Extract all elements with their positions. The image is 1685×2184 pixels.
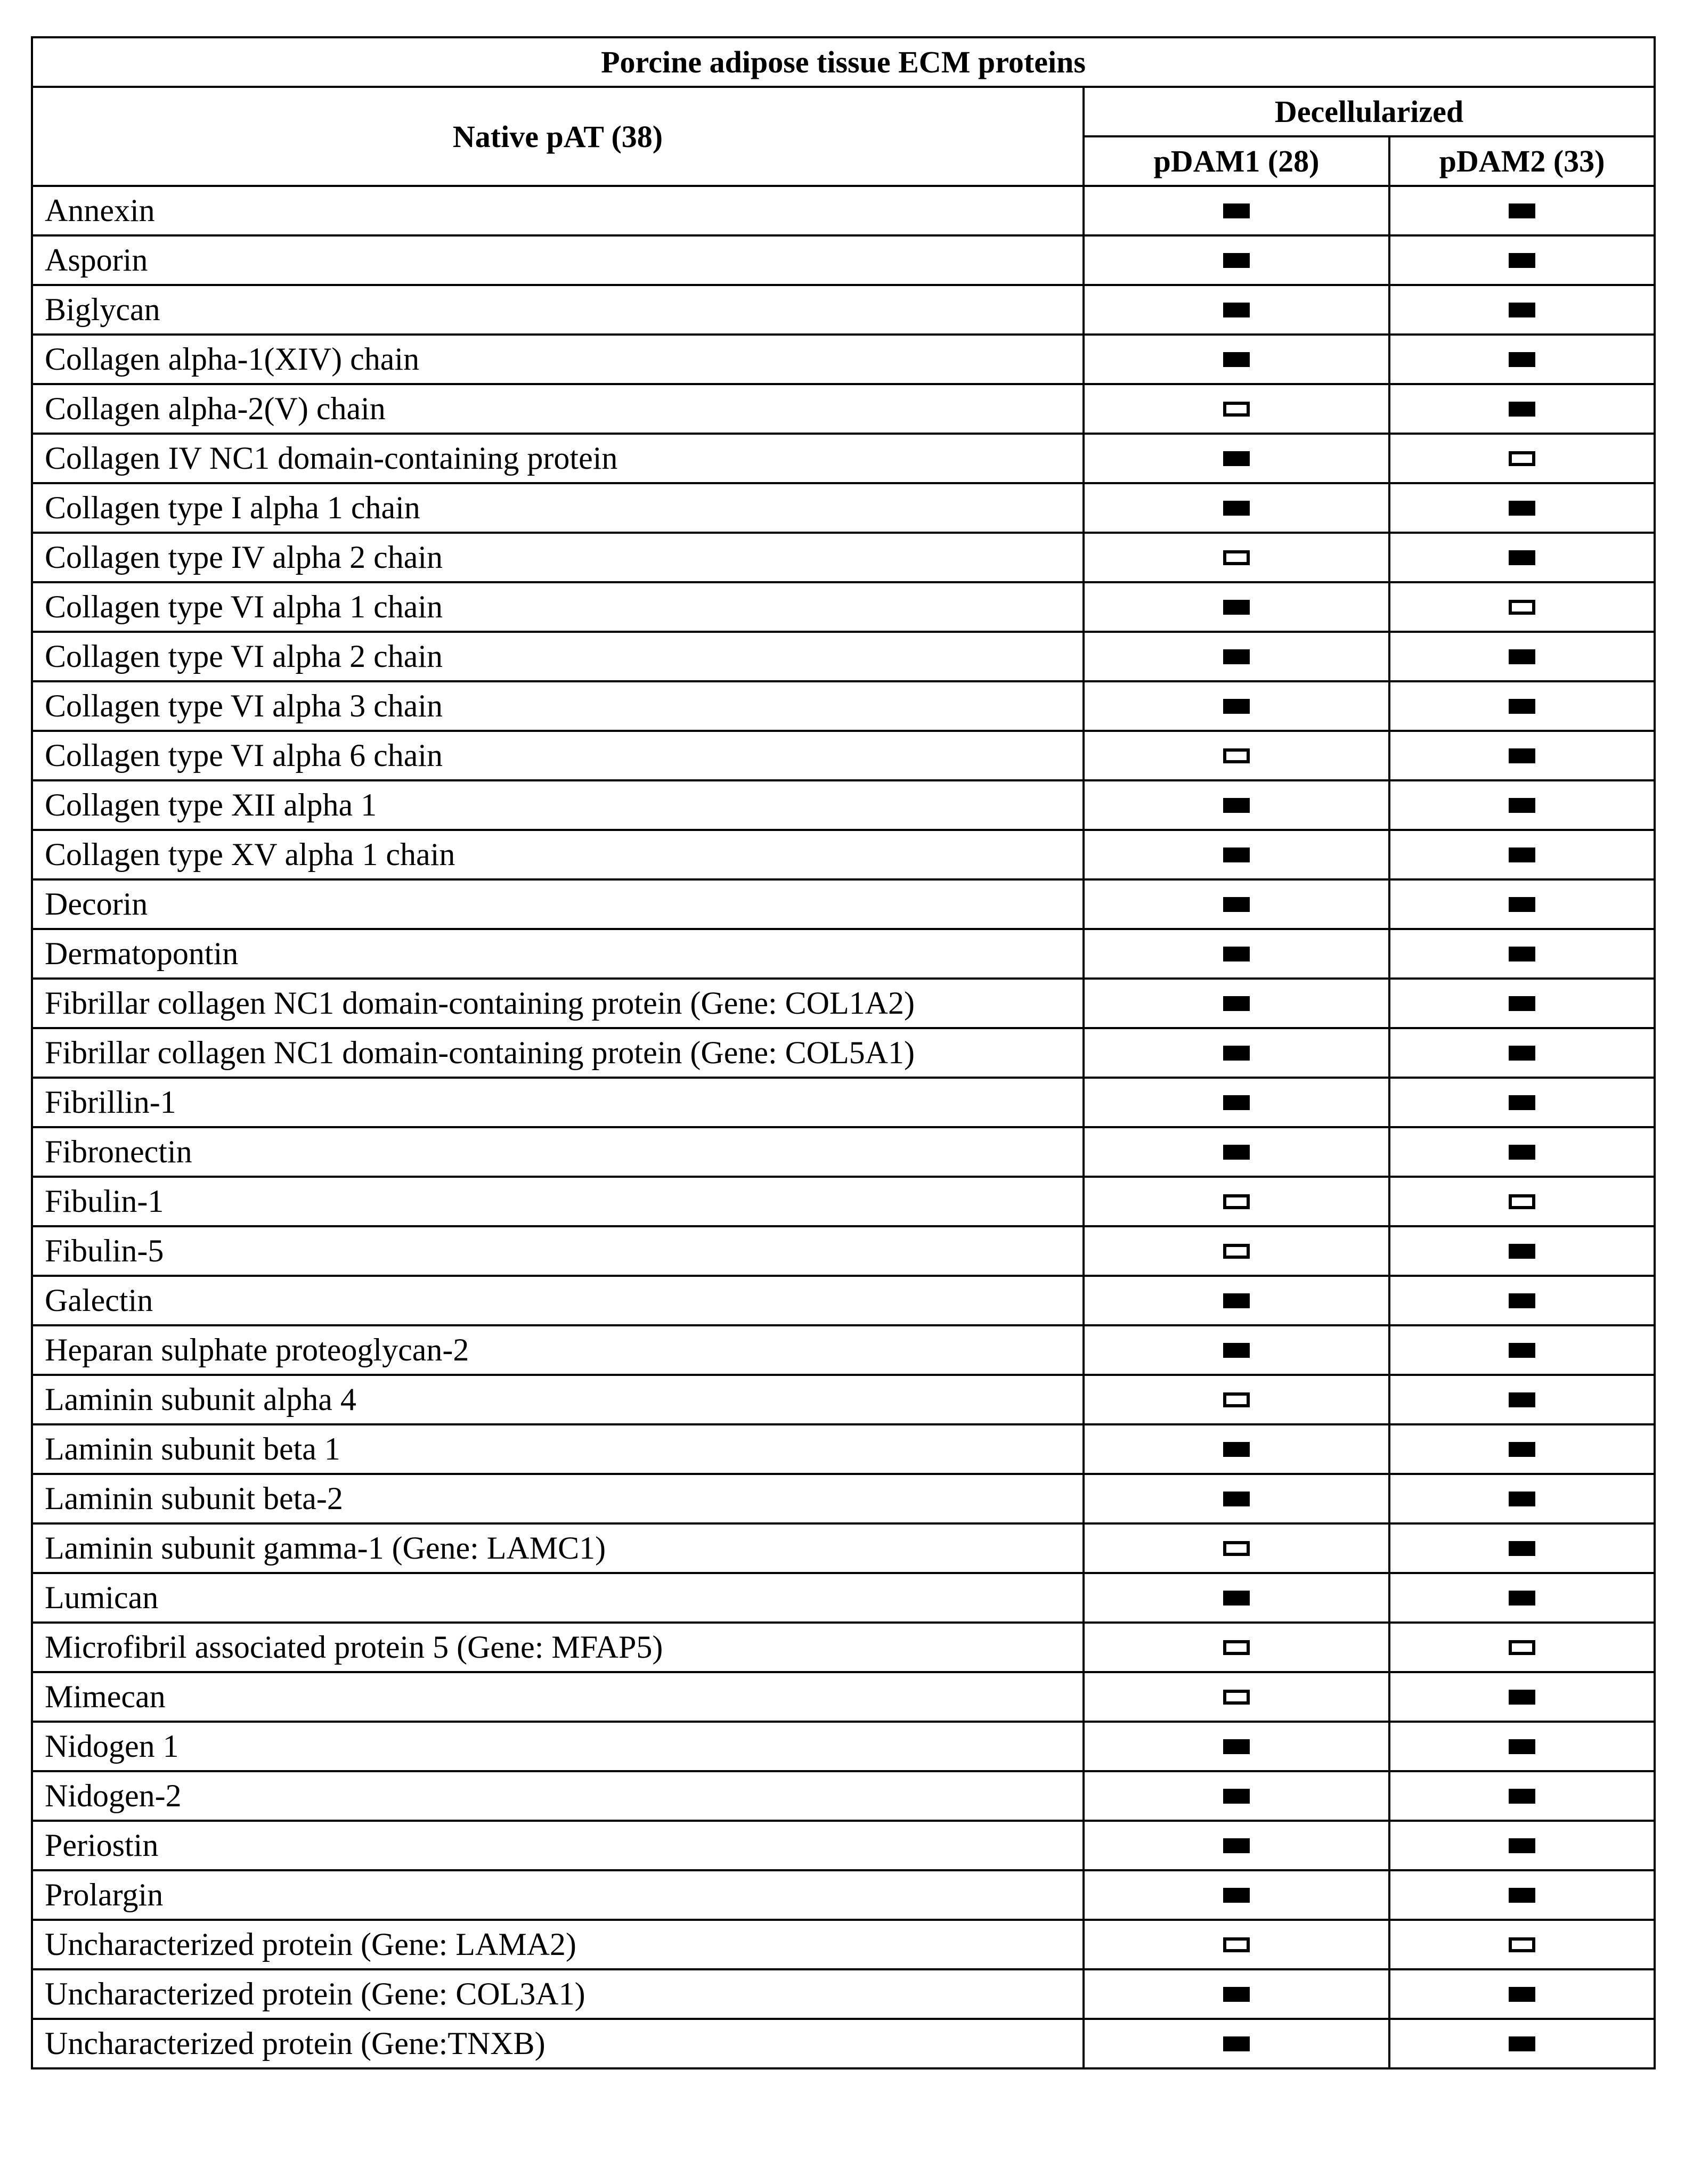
- filled-box-icon: [1223, 253, 1250, 268]
- filled-box-icon: [1223, 847, 1250, 862]
- pdam1-cell: [1084, 285, 1389, 335]
- open-box-icon: [1223, 1690, 1250, 1705]
- pdam1-cell: [1084, 1127, 1389, 1177]
- filled-box-icon: [1223, 501, 1250, 516]
- pdam2-cell: [1389, 979, 1655, 1028]
- pdam2-cell: [1389, 285, 1655, 335]
- filled-box-icon: [1509, 947, 1535, 961]
- pdam1-cell: [1084, 929, 1389, 979]
- pdam1-cell: [1084, 1276, 1389, 1325]
- filled-box-icon: [1223, 1095, 1250, 1110]
- filled-box-icon: [1223, 1789, 1250, 1804]
- pdam2-cell: [1389, 2019, 1655, 2068]
- table-row: [32, 1375, 1655, 1424]
- protein-name: Uncharacterized protein (Gene: COL3A1): [32, 1969, 1084, 2019]
- table-row: [32, 1920, 1655, 1969]
- open-box-icon: [1509, 1640, 1535, 1655]
- filled-box-icon: [1509, 748, 1535, 763]
- filled-box-icon: [1223, 996, 1250, 1011]
- filled-box-icon: [1223, 1046, 1250, 1061]
- table-row: [32, 1474, 1655, 1523]
- protein-name: Prolargin: [32, 1870, 1084, 1920]
- protein-name: Microfibril associated protein 5 (Gene: MFAP5): [32, 1623, 1084, 1672]
- pdam1-cell: [1084, 434, 1389, 483]
- table-row: [32, 1325, 1655, 1375]
- table-row: [32, 1573, 1655, 1623]
- pdam1-cell: [1084, 533, 1389, 582]
- pdam1-cell: [1084, 335, 1389, 384]
- table-row: [32, 979, 1655, 1028]
- filled-box-icon: [1223, 1838, 1250, 1853]
- table-row: [32, 780, 1655, 830]
- filled-box-icon: [1509, 501, 1535, 516]
- decellularized-header: Decellularized: [1084, 87, 1655, 136]
- pdam2-cell: [1389, 731, 1655, 780]
- open-box-icon: [1509, 600, 1535, 615]
- pdam2-cell: [1389, 582, 1655, 632]
- protein-name: Collagen type VI alpha 2 chain: [32, 632, 1084, 681]
- pdam1-cell: [1084, 1177, 1389, 1226]
- table-row: [32, 731, 1655, 780]
- ecm-protein-table: [31, 36, 1656, 2069]
- pdam1-cell: [1084, 384, 1389, 434]
- protein-name: Nidogen 1: [32, 1722, 1084, 1771]
- open-box-icon: [1509, 451, 1535, 466]
- filled-box-icon: [1223, 1888, 1250, 1903]
- table-row: [32, 681, 1655, 731]
- filled-box-icon: [1509, 1987, 1535, 2002]
- filled-box-icon: [1509, 203, 1535, 218]
- filled-box-icon: [1223, 2036, 1250, 2051]
- protein-name: Nidogen-2: [32, 1771, 1084, 1821]
- table-row: [32, 1424, 1655, 1474]
- pdam1-cell: [1084, 632, 1389, 681]
- filled-box-icon: [1509, 699, 1535, 714]
- pdam2-cell: [1389, 1623, 1655, 1672]
- filled-box-icon: [1509, 402, 1535, 417]
- table-row: [32, 1523, 1655, 1573]
- protein-name: Collagen type XII alpha 1: [32, 780, 1084, 830]
- filled-box-icon: [1509, 1046, 1535, 1061]
- filled-box-icon: [1223, 1343, 1250, 1358]
- table-row: [32, 1870, 1655, 1920]
- filled-box-icon: [1509, 649, 1535, 664]
- open-box-icon: [1509, 1937, 1535, 1952]
- pdam2-cell: [1389, 483, 1655, 533]
- pdam1-cell: [1084, 1870, 1389, 1920]
- pdam1-cell: [1084, 582, 1389, 632]
- table-row: [32, 1969, 1655, 2019]
- filled-box-icon: [1509, 1591, 1535, 1606]
- pdam1-cell: [1084, 780, 1389, 830]
- open-box-icon: [1223, 550, 1250, 565]
- table-row: [32, 186, 1655, 235]
- pdam2-cell: [1389, 384, 1655, 434]
- open-box-icon: [1223, 1194, 1250, 1209]
- native-pat-header: Native pAT (38): [32, 87, 1084, 186]
- table-row: [32, 2019, 1655, 2068]
- pdam1-cell: [1084, 1375, 1389, 1424]
- pdam1-cell: [1084, 1226, 1389, 1276]
- pdam1-cell: [1084, 830, 1389, 879]
- pdam2-cell: [1389, 434, 1655, 483]
- pdam2-cell: [1389, 1028, 1655, 1078]
- filled-box-icon: [1509, 1838, 1535, 1853]
- table-row: [32, 929, 1655, 979]
- filled-box-icon: [1509, 1145, 1535, 1160]
- filled-box-icon: [1509, 1392, 1535, 1407]
- pdam2-cell: [1389, 235, 1655, 285]
- pdam1-cell: [1084, 483, 1389, 533]
- pdam1-cell: [1084, 1523, 1389, 1573]
- protein-name: Fibrillin-1: [32, 1078, 1084, 1127]
- pdam2-cell: [1389, 1722, 1655, 1771]
- protein-name: Collagen alpha-1(XIV) chain: [32, 335, 1084, 384]
- pdam1-cell: [1084, 1474, 1389, 1523]
- protein-name: Fibronectin: [32, 1127, 1084, 1177]
- filled-box-icon: [1223, 451, 1250, 466]
- filled-box-icon: [1509, 352, 1535, 367]
- table-row: [32, 384, 1655, 434]
- protein-name: Mimecan: [32, 1672, 1084, 1722]
- table-row: [32, 1127, 1655, 1177]
- pdam2-cell: [1389, 1672, 1655, 1722]
- pdam1-cell: [1084, 186, 1389, 235]
- filled-box-icon: [1223, 699, 1250, 714]
- pdam2-header: pDAM2 (33): [1389, 136, 1655, 186]
- pdam2-cell: [1389, 1127, 1655, 1177]
- protein-name: Laminin subunit beta-2: [32, 1474, 1084, 1523]
- pdam2-cell: [1389, 1870, 1655, 1920]
- filled-box-icon: [1509, 996, 1535, 1011]
- pdam1-cell: [1084, 1672, 1389, 1722]
- filled-box-icon: [1223, 1987, 1250, 2002]
- table-row: [32, 434, 1655, 483]
- protein-name: Annexin: [32, 186, 1084, 235]
- protein-name: Collagen type VI alpha 1 chain: [32, 582, 1084, 632]
- table-row: [32, 1623, 1655, 1672]
- protein-name: Laminin subunit alpha 4: [32, 1375, 1084, 1424]
- table-row: [32, 1672, 1655, 1722]
- pdam2-cell: [1389, 1969, 1655, 2019]
- filled-box-icon: [1509, 1442, 1535, 1457]
- pdam2-cell: [1389, 1078, 1655, 1127]
- table-title: Porcine adipose tissue ECM proteins: [32, 37, 1655, 87]
- pdam2-cell: [1389, 533, 1655, 582]
- pdam1-cell: [1084, 1722, 1389, 1771]
- protein-name: Decorin: [32, 879, 1084, 929]
- pdam1-cell: [1084, 235, 1389, 285]
- filled-box-icon: [1223, 947, 1250, 961]
- open-box-icon: [1223, 1392, 1250, 1407]
- pdam2-cell: [1389, 1226, 1655, 1276]
- pdam2-cell: [1389, 1424, 1655, 1474]
- protein-name: Fibrillar collagen NC1 domain-containing protein (Gene: COL1A2): [32, 979, 1084, 1028]
- filled-box-icon: [1509, 1541, 1535, 1556]
- table-row: [32, 632, 1655, 681]
- protein-name: Collagen type IV alpha 2 chain: [32, 533, 1084, 582]
- pdam2-cell: [1389, 830, 1655, 879]
- filled-box-icon: [1509, 1343, 1535, 1358]
- filled-box-icon: [1509, 303, 1535, 317]
- table-row: [32, 582, 1655, 632]
- open-box-icon: [1509, 1194, 1535, 1209]
- filled-box-icon: [1509, 1888, 1535, 1903]
- filled-box-icon: [1223, 649, 1250, 664]
- protein-name: Fibulin-5: [32, 1226, 1084, 1276]
- filled-box-icon: [1509, 1739, 1535, 1754]
- pdam1-cell: [1084, 1821, 1389, 1870]
- pdam2-cell: [1389, 681, 1655, 731]
- filled-box-icon: [1223, 1145, 1250, 1160]
- pdam2-cell: [1389, 1325, 1655, 1375]
- protein-name: Collagen type VI alpha 6 chain: [32, 731, 1084, 780]
- filled-box-icon: [1509, 1492, 1535, 1506]
- pdam2-cell: [1389, 1177, 1655, 1226]
- table-row: [32, 1177, 1655, 1226]
- table-row: [32, 285, 1655, 335]
- table-row: [32, 1722, 1655, 1771]
- protein-name: Uncharacterized protein (Gene:TNXB): [32, 2019, 1084, 2068]
- pdam2-cell: [1389, 780, 1655, 830]
- pdam1-cell: [1084, 1969, 1389, 2019]
- table-row: [32, 533, 1655, 582]
- pdam2-cell: [1389, 929, 1655, 979]
- open-box-icon: [1223, 748, 1250, 763]
- pdam2-cell: [1389, 1920, 1655, 1969]
- table-body: [32, 186, 1655, 2068]
- table-row: [32, 335, 1655, 384]
- open-box-icon: [1223, 1640, 1250, 1655]
- protein-name: Collagen type VI alpha 3 chain: [32, 681, 1084, 731]
- protein-name: Fibrillar collagen NC1 domain-containing protein (Gene: COL5A1): [32, 1028, 1084, 1078]
- pdam1-cell: [1084, 1623, 1389, 1672]
- table-row: [32, 1821, 1655, 1870]
- open-box-icon: [1223, 1541, 1250, 1556]
- open-box-icon: [1223, 1937, 1250, 1952]
- filled-box-icon: [1509, 253, 1535, 268]
- pdam1-cell: [1084, 1920, 1389, 1969]
- pdam1-cell: [1084, 1424, 1389, 1474]
- pdam2-cell: [1389, 186, 1655, 235]
- pdam1-cell: [1084, 1028, 1389, 1078]
- protein-name: Uncharacterized protein (Gene: LAMA2): [32, 1920, 1084, 1969]
- pdam2-cell: [1389, 1474, 1655, 1523]
- filled-box-icon: [1509, 550, 1535, 565]
- pdam1-header: pDAM1 (28): [1084, 136, 1389, 186]
- protein-name: Collagen alpha-2(V) chain: [32, 384, 1084, 434]
- filled-box-icon: [1509, 1690, 1535, 1705]
- pdam1-cell: [1084, 979, 1389, 1028]
- filled-box-icon: [1223, 798, 1250, 813]
- pdam1-cell: [1084, 731, 1389, 780]
- protein-name: Laminin subunit beta 1: [32, 1424, 1084, 1474]
- pdam2-cell: [1389, 632, 1655, 681]
- pdam1-cell: [1084, 681, 1389, 731]
- pdam1-cell: [1084, 1078, 1389, 1127]
- protein-name: Dermatopontin: [32, 929, 1084, 979]
- pdam2-cell: [1389, 335, 1655, 384]
- filled-box-icon: [1509, 1095, 1535, 1110]
- pdam2-cell: [1389, 1375, 1655, 1424]
- table-row: [32, 1771, 1655, 1821]
- filled-box-icon: [1509, 847, 1535, 862]
- filled-box-icon: [1509, 798, 1535, 813]
- protein-name: Periostin: [32, 1821, 1084, 1870]
- filled-box-icon: [1223, 600, 1250, 615]
- protein-name: Galectin: [32, 1276, 1084, 1325]
- protein-name: Biglycan: [32, 285, 1084, 335]
- table-row: [32, 1226, 1655, 1276]
- protein-name: Asporin: [32, 235, 1084, 285]
- pdam1-cell: [1084, 2019, 1389, 2068]
- filled-box-icon: [1223, 897, 1250, 912]
- filled-box-icon: [1509, 897, 1535, 912]
- pdam1-cell: [1084, 879, 1389, 929]
- pdam1-cell: [1084, 1325, 1389, 1375]
- filled-box-icon: [1223, 352, 1250, 367]
- filled-box-icon: [1223, 203, 1250, 218]
- table-row: [32, 879, 1655, 929]
- pdam2-cell: [1389, 879, 1655, 929]
- pdam2-cell: [1389, 1821, 1655, 1870]
- filled-box-icon: [1509, 1293, 1535, 1308]
- table-row: [32, 483, 1655, 533]
- table-row: [32, 830, 1655, 879]
- pdam2-cell: [1389, 1771, 1655, 1821]
- filled-box-icon: [1223, 1492, 1250, 1506]
- pdam2-cell: [1389, 1573, 1655, 1623]
- open-box-icon: [1223, 1244, 1250, 1259]
- filled-box-icon: [1223, 1442, 1250, 1457]
- filled-box-icon: [1509, 2036, 1535, 2051]
- filled-box-icon: [1223, 1293, 1250, 1308]
- table-row: [32, 1028, 1655, 1078]
- protein-name: Collagen type I alpha 1 chain: [32, 483, 1084, 533]
- pdam2-cell: [1389, 1276, 1655, 1325]
- filled-box-icon: [1223, 303, 1250, 317]
- filled-box-icon: [1509, 1789, 1535, 1804]
- filled-box-icon: [1509, 1244, 1535, 1259]
- filled-box-icon: [1223, 1591, 1250, 1606]
- protein-name: Heparan sulphate proteoglycan-2: [32, 1325, 1084, 1375]
- protein-name: Laminin subunit gamma-1 (Gene: LAMC1): [32, 1523, 1084, 1573]
- pdam1-cell: [1084, 1573, 1389, 1623]
- filled-box-icon: [1223, 1739, 1250, 1754]
- protein-name: Lumican: [32, 1573, 1084, 1623]
- open-box-icon: [1223, 402, 1250, 417]
- table-row: [32, 1078, 1655, 1127]
- table-row: [32, 235, 1655, 285]
- protein-name: Collagen IV NC1 domain-containing protein: [32, 434, 1084, 483]
- table-row: [32, 1276, 1655, 1325]
- pdam1-cell: [1084, 1771, 1389, 1821]
- pdam2-cell: [1389, 1523, 1655, 1573]
- protein-name: Fibulin-1: [32, 1177, 1084, 1226]
- protein-name: Collagen type XV alpha 1 chain: [32, 830, 1084, 879]
